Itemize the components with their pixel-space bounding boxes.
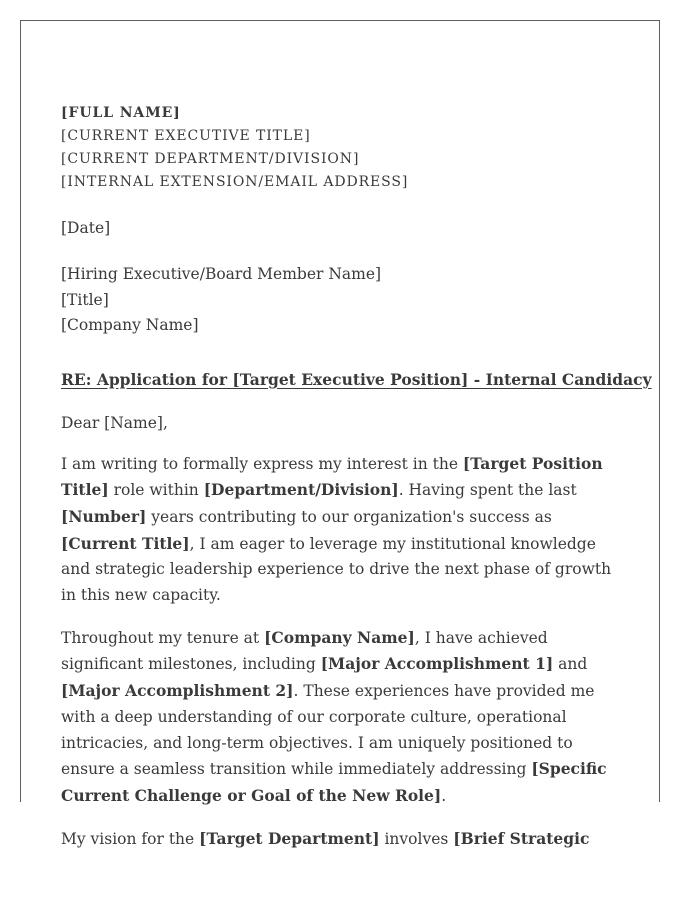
p2-placeholder-challenge: [Specific Current Challenge or Goal of the New Role]: [61, 759, 607, 805]
p1-placeholder-target-position: [Target Position Title]: [61, 453, 603, 500]
p2-text-2: , I have achieved significant milestones, including: [61, 628, 548, 674]
p2-text-5: .: [441, 786, 447, 805]
letter-date: [Date]: [61, 219, 111, 237]
p2-text-1: Throughout my tenure at: [61, 628, 265, 647]
recipient-name: [Hiring Executive/Board Member Name]: [61, 265, 382, 283]
p1-text-3: . Having spent the last: [398, 481, 577, 500]
p1-text-1: I am writing to formally express my interest in the: [61, 454, 463, 473]
p1-text-4: years contributing to our organization's success as: [146, 507, 552, 526]
p2-placeholder-accomplishment-2: [Major Accomplishment 2]: [61, 681, 294, 701]
salutation: Dear [Name],: [61, 413, 168, 432]
p2-placeholder-accomplishment-1: [Major Accomplishment 1]: [320, 654, 554, 674]
recipient-company: [Company Name]: [61, 316, 199, 334]
document-page: [20, 20, 660, 848]
p3-placeholder-target-department: [Target Department]: [199, 828, 380, 848]
p3-text-2: involves: [379, 829, 454, 848]
p1-placeholder-department: [Department/Division]: [203, 480, 399, 500]
subject-line: RE: Application for [Target Executive Position] - Internal Candidacy: [61, 369, 652, 389]
paragraph-intro: [61, 451, 621, 609]
p3-placeholder-strategic: [Brief Strategic: [453, 828, 590, 848]
sender-contact: [INTERNAL EXTENSION/EMAIL ADDRESS]: [61, 174, 409, 190]
p1-placeholder-current-title: [Current Title]: [61, 533, 190, 553]
p1-text-2: role within: [108, 481, 204, 500]
p3-text-1: My vision for the: [61, 829, 200, 848]
p2-placeholder-company: [Company Name]: [264, 627, 415, 647]
paragraph-tenure: [61, 625, 621, 810]
p2-text-3: and: [553, 655, 588, 674]
recipient-block: [61, 262, 621, 339]
p2-text-4: . These experiences have provided me with a deep understanding of our corporate culture, operational intricacies, and long-term objectives. I am uniquely positioned to ensure a seamless transition while immediately addressing: [61, 682, 595, 779]
sender-block: [61, 102, 621, 194]
sender-department: [CURRENT DEPARTMENT/DIVISION]: [61, 151, 360, 167]
p1-placeholder-number: [Number]: [61, 506, 147, 526]
letter-body: [61, 102, 652, 868]
p1-text-5: , I am eager to leverage my institutional knowledge and strategic leadership experience to drive the next phase of growth in this new capacity.: [61, 534, 612, 605]
recipient-title: [Title]: [61, 290, 109, 309]
paragraph-vision: [61, 826, 621, 853]
sender-full-name: [FULL NAME]: [61, 105, 181, 121]
sender-current-title: [CURRENT EXECUTIVE TITLE]: [61, 128, 311, 144]
